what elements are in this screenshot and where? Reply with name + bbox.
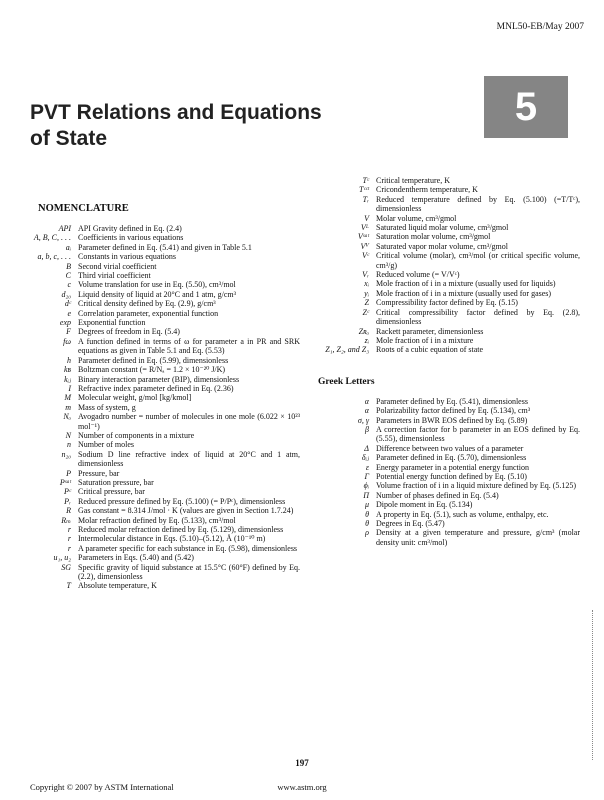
- definition: Refractive index parameter defined in Eq. (2.36): [78, 383, 234, 393]
- nomenclature-list-continued: [318, 176, 580, 355]
- nomenclature-entry: [30, 544, 300, 553]
- symbol: SG: [61, 562, 71, 572]
- symbol: c: [67, 280, 71, 290]
- symbol: zᵢ: [364, 335, 369, 345]
- definition: Parameter defined in Eq. (5.70), dimensionless: [376, 453, 527, 463]
- symbol: Zᶜ: [362, 307, 369, 317]
- symbol: V: [364, 213, 369, 223]
- greek-letter-entry: [318, 472, 580, 481]
- symbol: e: [67, 308, 71, 318]
- symbol: h: [67, 355, 71, 365]
- margin-dotted-line: [592, 610, 593, 760]
- definition: Sodium D line refractive index of liquid at 20°C and 1 atm, dimensionless: [78, 449, 300, 469]
- symbol: Pˢᵃᵗ: [59, 477, 71, 487]
- greek-letter-entry: [318, 491, 580, 500]
- definition: Reduced molar refraction defined by Eq. (5.129), dimensionless: [78, 525, 284, 534]
- definition: Number of components in a mixture: [78, 430, 195, 440]
- symbol: Pᵣ: [64, 496, 71, 506]
- nomenclature-entry: [30, 299, 300, 308]
- symbol: Δ: [364, 443, 369, 453]
- nomenclature-entry: [318, 270, 580, 279]
- nomenclature-entry: [318, 289, 580, 298]
- definition: Mass of system, g: [78, 402, 136, 412]
- symbol: μ: [364, 500, 369, 510]
- definition: Saturated liquid molar volume, cm³/gmol: [376, 223, 509, 233]
- symbol: aᵢ: [65, 242, 71, 252]
- definition: Molar volume, cm³/gmol: [376, 213, 457, 223]
- nomenclature-entry: [30, 356, 300, 365]
- symbol: M: [64, 393, 71, 403]
- definition: Parameters in Eqs. (5.40) and (5.42): [78, 553, 194, 563]
- definition: Dipole moment in Eq. (5.134): [376, 500, 473, 510]
- definition: Coefficients in various equations: [78, 233, 184, 243]
- symbol: Γ: [364, 471, 369, 481]
- symbol: fω: [63, 336, 71, 346]
- definition: Number of moles: [78, 440, 134, 450]
- nomenclature-entry: [30, 262, 300, 271]
- nomenclature-entry: [318, 176, 580, 185]
- nomenclature-entry: [30, 431, 300, 440]
- definition: Critical compressibility factor defined by Eq. (2.8), dimensionless: [376, 307, 580, 327]
- symbol: API: [58, 224, 71, 233]
- definition: A correction factor for b parameter in an EOS defined by Eq. (5.55), dimensionless: [376, 424, 580, 444]
- definition: Second virial coefficient: [78, 261, 157, 271]
- symbol: ε: [365, 462, 369, 472]
- definition: Avogadro number = number of molecules in one mole (6.022 × 10²³ mol⁻¹): [78, 412, 300, 431]
- definition: Reduced volume (= V/Vᶜ): [376, 270, 460, 280]
- nomenclature-entry: [30, 478, 300, 487]
- greek-letter-entry: [318, 519, 580, 528]
- definition: Reduced pressure defined by Eq. (5.100) (= P/Pᶜ), dimensionless: [78, 496, 286, 506]
- symbol: Vⱽ: [360, 241, 369, 251]
- definition: Density at a given temperature and pressure, g/cm³ (molar density unit: cm³/mol): [376, 528, 580, 547]
- symbol: m: [65, 402, 71, 412]
- symbol: θ: [365, 509, 369, 519]
- nomenclature-entry: [30, 440, 300, 449]
- symbol: Tᶜᶜᵗ: [359, 185, 369, 195]
- nomenclature-left-column: [30, 202, 300, 591]
- symbol: Vᶜ: [362, 251, 369, 261]
- nomenclature-entry: [30, 252, 300, 261]
- symbol: B: [66, 261, 71, 271]
- symbol: yᵢ: [364, 288, 369, 298]
- definition: Parameter defined in Eq. (5.41) and given in Table 5.1: [78, 242, 252, 252]
- definition: Critical temperature, K: [376, 176, 450, 185]
- symbol: C: [65, 271, 71, 281]
- symbol: α: [364, 396, 369, 406]
- symbol: Π: [363, 490, 369, 500]
- symbol: kᵢⱼ: [64, 374, 71, 384]
- nomenclature-entry: [318, 327, 580, 336]
- page-number: 197: [295, 758, 309, 768]
- definition: Intermolecular distance in Eqs. (5.10)–(5.12), Å (10⁻¹⁰ m): [78, 534, 266, 544]
- definition: Energy parameter in a potential energy function: [376, 462, 529, 472]
- nomenclature-entry: [30, 469, 300, 478]
- symbol: F: [66, 327, 71, 337]
- greek-letter-entry: [318, 406, 580, 415]
- chapter-title: [30, 100, 322, 152]
- definition: Gas constant = 8.314 J/mol · K (values are given in Section 1.7.24): [78, 506, 294, 516]
- nomenclature-entry: [318, 232, 580, 241]
- greek-letter-entry: [318, 510, 580, 519]
- nomenclature-entry: [30, 309, 300, 318]
- copyright-notice: Copyright © 2007 by ASTM International: [30, 782, 174, 792]
- definition: Mole fraction of i in a mixture: [376, 335, 474, 345]
- symbol: R: [66, 506, 71, 516]
- symbol: Pᶜ: [64, 487, 71, 497]
- greek-letter-entry: [318, 528, 580, 547]
- nomenclature-entry: [318, 214, 580, 223]
- nomenclature-entry: [30, 318, 300, 327]
- symbol: A, B, C, . . .: [33, 233, 71, 243]
- nomenclature-entry: [30, 412, 300, 431]
- nomenclature-entry: [30, 534, 300, 543]
- definition: Third virial coefficient: [78, 271, 151, 281]
- definition: Boltzman constant (= R/Nₐ = 1.2 × 10⁻²⁰ J/K): [78, 365, 226, 375]
- nomenclature-entry: [30, 375, 300, 384]
- greek-letters-heading: Greek Letters: [318, 376, 375, 387]
- symbol: Z₁, Z₂, and Z₃: [325, 345, 369, 355]
- definition: Mole fraction of i in a mixture (usually used for liquids): [376, 279, 556, 289]
- nomenclature-entry: [318, 308, 580, 327]
- definition: Liquid density of liquid at 20°C and 1 atm, g/cm³: [78, 289, 237, 299]
- symbol: β: [365, 424, 369, 434]
- symbol: Vᵣ: [362, 270, 369, 280]
- symbol: xᵢ: [364, 279, 369, 289]
- symbol: u₁, u₂: [53, 553, 71, 563]
- definition: Number of phases defined in Eq. (5.4): [376, 490, 499, 500]
- symbol: Vˢᵃᵗ: [357, 232, 369, 242]
- greek-letter-entry: [318, 425, 580, 444]
- definition: Parameter defined by Eq. (5.41), dimensionless: [376, 396, 528, 406]
- nomenclature-list: [30, 224, 300, 591]
- nomenclature-heading: NOMENCLATURE: [38, 203, 129, 214]
- symbol: ρ: [365, 528, 369, 538]
- nomenclature-entry: [318, 279, 580, 288]
- chapter-title-line-1: PVT Relations and Equations: [30, 101, 322, 124]
- definition: Volume translation for use in Eq. (5.50), cm³/mol: [78, 280, 236, 290]
- symbol: Tᶜ: [362, 176, 369, 185]
- nomenclature-entry: [30, 243, 300, 252]
- symbol: Nₐ: [63, 412, 71, 422]
- symbol: θ: [365, 519, 369, 528]
- nomenclature-entry: [30, 516, 300, 525]
- nomenclature-entry: [30, 327, 300, 336]
- definition: Polarizability factor defined by Eq. (5.134), cm³: [376, 406, 531, 416]
- nomenclature-entry: [30, 403, 300, 412]
- nomenclature-entry: [318, 336, 580, 345]
- definition: Molar refraction defined by Eq. (5.133), cm³/mol: [78, 515, 236, 525]
- definition: Binary interaction parameter (BIP), dimensionless: [78, 374, 240, 384]
- nomenclature-entry: [318, 242, 580, 251]
- nomenclature-entry: [30, 365, 300, 374]
- nomenclature-entry: [30, 290, 300, 299]
- definition: Exponential function: [78, 318, 146, 328]
- symbol: T: [66, 581, 71, 591]
- nomenclature-entry: [30, 224, 300, 233]
- greek-letter-entry: [318, 481, 580, 490]
- nomenclature-entry: [318, 195, 580, 214]
- symbol: n: [67, 440, 71, 450]
- definition: Absolute temperature, K: [78, 581, 157, 591]
- nomenclature-entry: [30, 487, 300, 496]
- definition: Saturation molar volume, cm³/gmol: [376, 232, 491, 242]
- definition: Mole fraction of i in a mixture (usually used for gases): [376, 288, 552, 298]
- symbol: I: [68, 383, 71, 393]
- symbol: r: [67, 525, 71, 534]
- nomenclature-entry: [30, 563, 300, 582]
- greek-letter-entry: [318, 416, 580, 425]
- symbol: Tᵣ: [362, 194, 369, 204]
- nomenclature-entry: [318, 185, 580, 194]
- chapter-title-line-2: of State: [30, 127, 108, 150]
- definition: Saturation pressure, bar: [78, 477, 154, 487]
- symbol: r: [67, 543, 71, 553]
- definition: Specific gravity of liquid substance at 15.5°C (60°F) defined by Eq. (2.2), dimensionless: [78, 562, 300, 582]
- nomenclature-entry: [30, 233, 300, 242]
- nomenclature-entry: [30, 506, 300, 515]
- definition: Correlation parameter, exponential function: [78, 308, 219, 318]
- greek-letter-entry: [318, 500, 580, 509]
- nomenclature-entry: [30, 581, 300, 590]
- greek-letter-entry: [318, 463, 580, 472]
- nomenclature-entry: [30, 271, 300, 280]
- symbol: N: [65, 430, 71, 440]
- symbol: a, b, c, . . .: [37, 252, 71, 262]
- nomenclature-entry: [30, 280, 300, 289]
- definition: Critical density defined by Eq. (2.9), g/cm³: [78, 299, 216, 309]
- nomenclature-entry: [318, 345, 580, 354]
- running-header: MNL50-EB/May 2007: [496, 22, 584, 32]
- definition: Critical volume (molar), cm³/mol (or critical specific volume, cm³/g): [376, 251, 580, 270]
- greek-letter-entry: [318, 397, 580, 406]
- nomenclature-entry: [30, 450, 300, 469]
- definition: A property in Eq. (5.1), such as volume, enthalpy, etc.: [376, 509, 549, 519]
- definition: Critical pressure, bar: [78, 487, 145, 497]
- definition: Cricondentherm temperature, K: [376, 185, 478, 195]
- nomenclature-entry: [318, 223, 580, 232]
- symbol: σ, γ: [357, 415, 369, 425]
- symbol: ϕᵢ: [363, 481, 369, 491]
- footer-url[interactable]: www.astm.org: [277, 782, 327, 792]
- definition: Constants in various equations: [78, 252, 176, 262]
- nomenclature-entry: [30, 497, 300, 506]
- symbol: α: [364, 406, 369, 416]
- definition: API Gravity defined in Eq. (2.4): [78, 224, 182, 233]
- symbol: r: [67, 534, 71, 544]
- greek-letter-entry: [318, 453, 580, 462]
- nomenclature-entry: [318, 251, 580, 270]
- definition: Degrees in Eq. (5.47): [376, 519, 445, 528]
- nomenclature-entry: [30, 525, 300, 534]
- nomenclature-entry: [30, 384, 300, 393]
- definition: Degrees of freedom in Eq. (5.4): [78, 327, 180, 337]
- symbol: δᵢⱼ: [361, 453, 369, 463]
- definition: A parameter specific for each substance in Eq. (5.98), dimensionless: [78, 543, 298, 553]
- nomenclature-entry: [30, 553, 300, 562]
- definition: Reduced temperature defined by Eq. (5.100) (=T/Tᶜ), dimensionless: [376, 194, 580, 214]
- definition: Rackett parameter, dimensionless: [376, 326, 484, 336]
- symbol: n₂₀: [61, 449, 71, 459]
- greek-letters-list: [318, 397, 580, 548]
- definition: Parameter defined in Eq. (5.99), dimensionless: [78, 355, 229, 365]
- symbol: d₂₀: [61, 289, 71, 299]
- definition: A function defined in terms of ω for parameter a in PR and SRK equations as given in Table 5.1 and Eq. (5.53): [78, 336, 300, 356]
- chapter-number: 5: [514, 84, 538, 129]
- greek-letter-entry: [318, 444, 580, 453]
- definition: Pressure, bar: [78, 468, 120, 478]
- nomenclature-right-column: [318, 176, 580, 547]
- definition: Parameters in BWR EOS defined by Eq. (5.89): [376, 415, 528, 425]
- symbol: Vᴸ: [360, 223, 369, 233]
- symbol: Rₘ: [61, 515, 71, 525]
- symbol: kʙ: [64, 365, 71, 375]
- symbol: exp: [59, 318, 71, 328]
- chapter-number-box: [484, 76, 568, 138]
- definition: Saturated vapor molar volume, cm³/gmol: [376, 241, 508, 251]
- definition: Molecular weight, g/mol [kg/kmol]: [78, 393, 192, 403]
- nomenclature-entry: [30, 393, 300, 402]
- definition: Compressibility factor defined by Eq. (5.15): [376, 298, 518, 308]
- definition: Potential energy function defined by Eq. (5.10): [376, 471, 527, 481]
- symbol: P: [66, 468, 71, 478]
- definition: Difference between two values of a parameter: [376, 443, 524, 453]
- definition: Volume fraction of i in a liquid mixture defined by Eq. (5.125): [376, 481, 577, 491]
- symbol: dᶜ: [64, 299, 71, 309]
- definition: Roots of a cubic equation of state: [376, 345, 484, 355]
- symbol: Z: [364, 298, 369, 308]
- symbol: Zʀₐ: [358, 326, 369, 336]
- nomenclature-entry: [30, 337, 300, 356]
- nomenclature-entry: [318, 298, 580, 307]
